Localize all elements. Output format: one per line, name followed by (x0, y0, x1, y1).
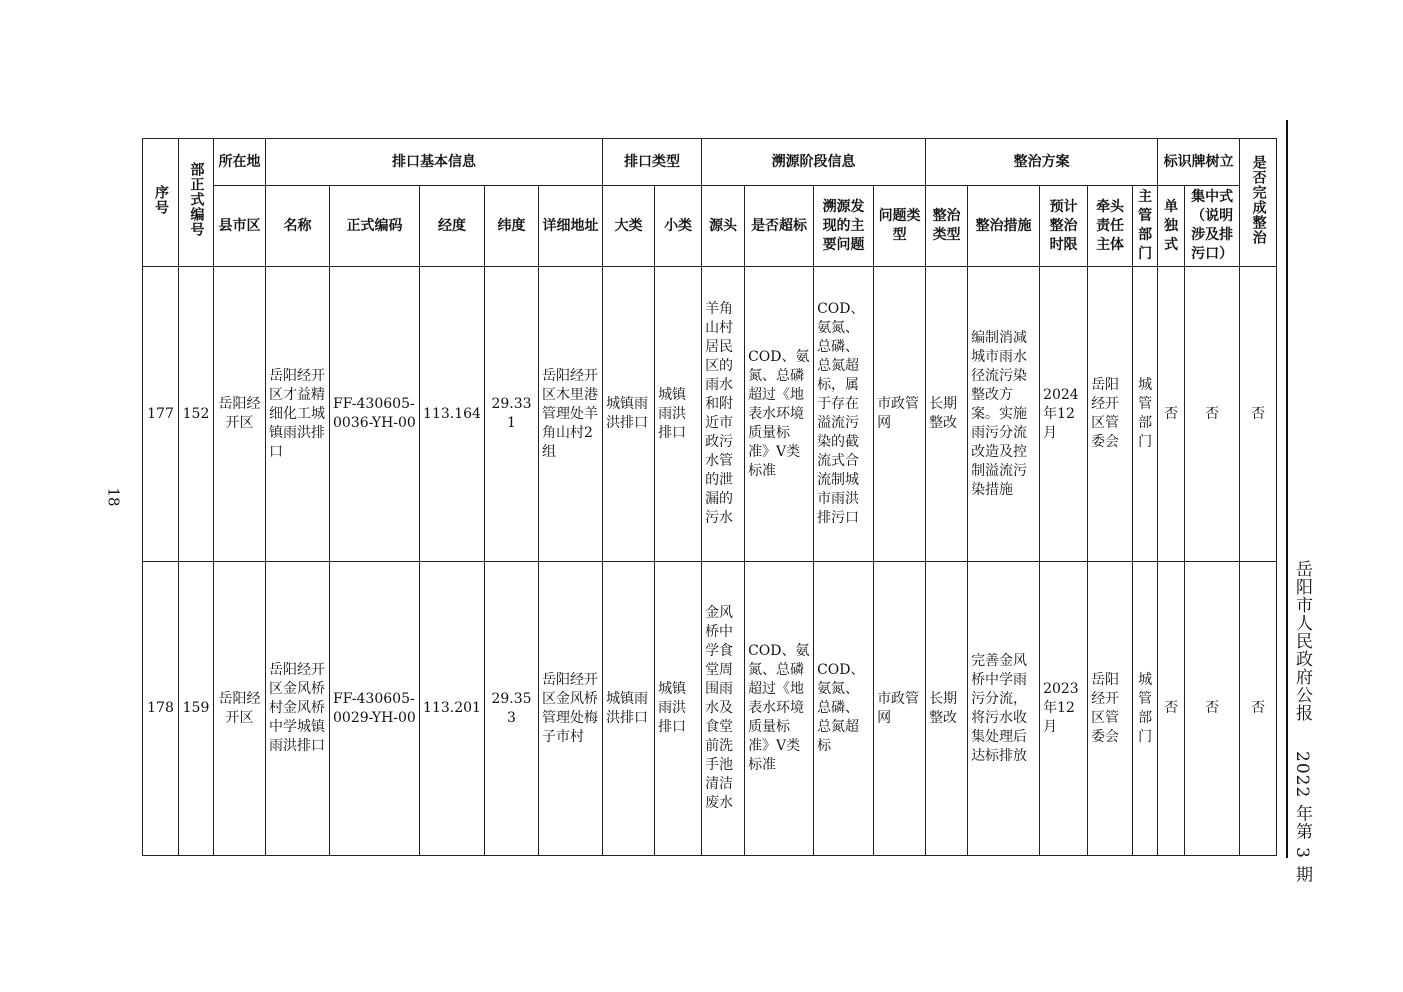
outlet-table (142, 138, 1277, 856)
cell-dept-code: 159 (179, 562, 214, 856)
col-single: 单独式 (1158, 186, 1185, 267)
col-source: 源头 (702, 186, 745, 267)
col-fix-type: 整治类型 (926, 186, 968, 267)
cell-formal-code: FF-430605-0036-YH-00 (330, 267, 420, 562)
issue-label: 2022 年第 3 期 (1292, 750, 1312, 884)
cell-lead: 岳阳经开区管委会 (1088, 562, 1133, 856)
cell-longitude: 113.164 (420, 267, 485, 562)
cell-single: 否 (1158, 267, 1185, 562)
cell-central: 否 (1185, 267, 1240, 562)
col-latitude: 纬度 (485, 186, 539, 267)
cell-exceed: COD、氨氮、总磷超过《地表水环境质量标准》V类标准 (745, 267, 814, 562)
cell-seq: 177 (143, 267, 179, 562)
cell-source: 羊角山村居民区的雨水和附近市政污水管的泄漏的污水 (702, 267, 745, 562)
cell-single: 否 (1158, 562, 1185, 856)
cell-central: 否 (1185, 562, 1240, 856)
col-formal-code: 正式编码 (330, 186, 420, 267)
cell-deadline: 2023年12月 (1040, 562, 1088, 856)
cell-fix-type: 长期整改 (926, 562, 968, 856)
group-outlet-type: 排口类型 (603, 139, 702, 186)
cell-dept-code: 152 (179, 267, 214, 562)
col-dept: 主管部门 (1133, 186, 1158, 267)
col-measures: 整治措施 (968, 186, 1040, 267)
col-minor: 小类 (655, 186, 702, 267)
cell-problem: COD、氨氮、总磷、总氮超标 (814, 562, 874, 856)
cell-problem-type: 市政管网 (874, 562, 926, 856)
cell-exceed: COD、氨氮、总磷超过《地表水环境质量标准》V类标准 (745, 562, 814, 856)
col-problem-type: 问题类型 (874, 186, 926, 267)
cell-address: 岳阳经开区木里港管理处羊角山村2组 (539, 267, 603, 562)
cell-lead: 岳阳经开区管委会 (1088, 267, 1133, 562)
cell-seq: 178 (143, 562, 179, 856)
cell-latitude: 29.331 (485, 267, 539, 562)
cell-dept: 城管部门 (1133, 267, 1158, 562)
cell-deadline: 2024年12月 (1040, 267, 1088, 562)
col-major: 大类 (603, 186, 655, 267)
table-row (143, 562, 1277, 856)
cell-name: 岳阳经开区金风桥村金风桥中学城镇雨洪排口 (266, 562, 330, 856)
cell-major: 城镇雨洪排口 (603, 267, 655, 562)
col-location: 所在地 (214, 139, 266, 186)
cell-problem: COD、氨氮、总磷、总氮超标，属于存在溢流污染的截流式合流制城市雨洪排污口 (814, 267, 874, 562)
group-sign: 标识牌树立 (1158, 139, 1240, 186)
cell-address: 岳阳经开区金风桥管理处梅子市村 (539, 562, 603, 856)
cell-minor: 城镇雨洪排口 (655, 562, 702, 856)
col-lead: 牵头责任主体 (1088, 186, 1133, 267)
cell-done: 否 (1240, 562, 1277, 856)
col-seq: 序号 (143, 139, 179, 267)
cell-source: 金风桥中学食堂周围雨水及食堂前洗手池清洁废水 (702, 562, 745, 856)
page-number: 18 (104, 487, 123, 507)
col-problem: 溯源发现的主要问题 (814, 186, 874, 267)
col-deadline: 预计整治时限 (1040, 186, 1088, 267)
cell-problem-type: 市政管网 (874, 267, 926, 562)
cell-done: 否 (1240, 267, 1277, 562)
col-longitude: 经度 (420, 186, 485, 267)
cell-fix-type: 长期整改 (926, 267, 968, 562)
side-rule (1286, 120, 1288, 858)
cell-measures: 完善金风桥中学雨污分流，将污水收集处理后达标排放 (968, 562, 1040, 856)
cell-dept: 城管部门 (1133, 562, 1158, 856)
cell-county: 岳阳经开区 (214, 562, 266, 856)
cell-minor: 城镇雨洪排口 (655, 267, 702, 562)
cell-measures: 编制消减城市雨水径流污染整改方案。实施雨污分流改造及控制溢流污染措施 (968, 267, 1040, 562)
cell-name: 岳阳经开区才益精细化工城镇雨洪排口 (266, 267, 330, 562)
cell-latitude: 29.353 (485, 562, 539, 856)
group-basic-info: 排口基本信息 (266, 139, 603, 186)
cell-longitude: 113.201 (420, 562, 485, 856)
col-address: 详细地址 (539, 186, 603, 267)
table-row (143, 267, 1277, 562)
cell-major: 城镇雨洪排口 (603, 562, 655, 856)
col-name: 名称 (266, 186, 330, 267)
col-central: 集中式（说明涉及排污口） (1185, 186, 1240, 267)
col-done: 是否完成整治 (1240, 139, 1277, 267)
col-exceed: 是否超标 (745, 186, 814, 267)
cell-county: 岳阳经开区 (214, 267, 266, 562)
publication-title: 岳阳市人民政府公报 (1292, 560, 1312, 722)
col-dept-code: 部正式编号 (179, 139, 214, 267)
side-header (1290, 560, 1315, 883)
cell-formal-code: FF-430605-0029-YH-00 (330, 562, 420, 856)
group-plan: 整治方案 (926, 139, 1158, 186)
col-county: 县市区 (214, 186, 266, 267)
group-trace: 溯源阶段信息 (702, 139, 926, 186)
